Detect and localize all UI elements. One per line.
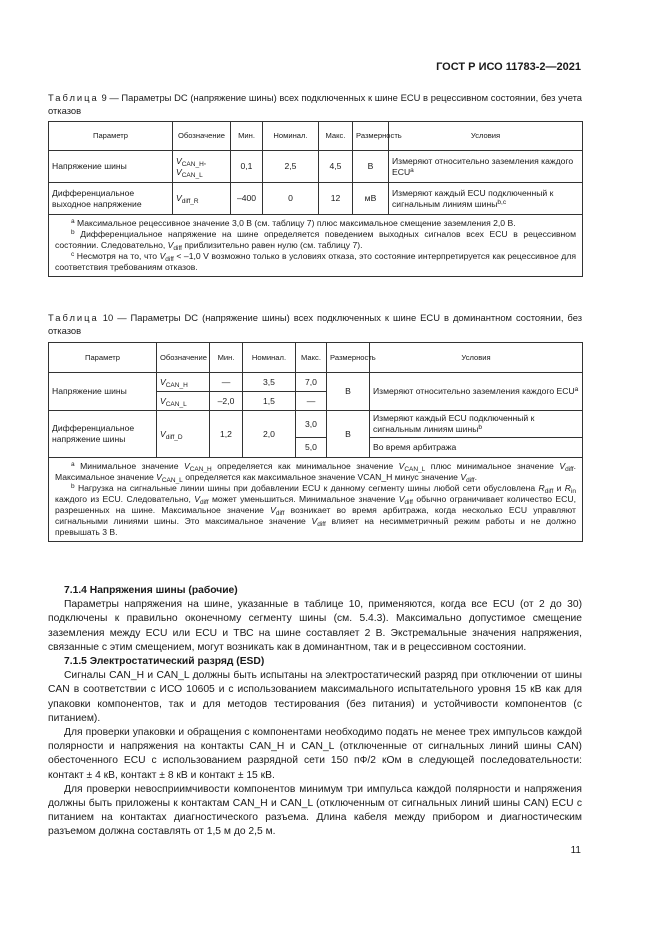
table10-note-a: $^a$ Минимальное значение $V_{CAN\_H}$ определяется как минимальное значение $V_{CAN\_L}$ плюс минимальное значение $V_{diff}$. Максимальное значение $V_{CAN\_L}$ определяется как максимальное значение VCAN_H минус значение $V_{diff}$. [55,461,577,484]
table10-row1a-max: 7,0 [296,373,327,392]
table10-col-unit: Размерность [327,343,370,373]
table9-caption [48,92,582,117]
table10-row1a-nom: 3,5 [243,373,296,392]
table10-row1b-nom: 1,5 [243,392,296,411]
table10-notes-row [49,458,583,542]
table9-row2-symbol: $V_{diff\_R}$ [173,183,231,215]
table9-col-unit: Размерность [353,122,389,151]
table10-caption [48,312,582,337]
table9-note-c: $^c$ Несмотря на то, что $V_{diff} < -1,0$ V возможно только в условиях отказа, это состояние интерпретируется как рецессивное для соответствия требованиям отказов. [55,251,576,272]
table9-row1-max: 4,5 [319,151,353,183]
section-7-1-4-paragraph: Параметры напряжения на шине, указанные в таблице 10, применяются, когда все ECU (от 2 до 30) подключены к правильно оконечному сегменту шины (см. 5.4.3). Максимально допустимое смещение заземления между ECU или ECU и ТВС на шине составляет 2 В. Экстремальные значения напряжения, связанные с этим смещением, могут возникать как в доминантном, так и в рецессивном состоянии. [48,599,582,653]
table10-row1-param: Напряжение шины [49,373,157,411]
table10-row2-param: Дифференциальное напряжение шины [49,411,157,458]
table10-row2a-conditions: Измеряют каждый ECU подключенный к сигнальным линиям шины$^b$ [370,411,583,438]
table9-header-row [49,122,583,151]
table10-header-row [49,343,583,373]
table10-col-param: Параметр [49,343,157,373]
table10-col-symbol: Обозначение [157,343,210,373]
section-7-1-5-heading: 7.1.5 Электростатический разряд (ESD) [64,656,265,668]
table10-row2-unit: В [327,411,370,458]
table9-row2-unit: мВ [353,183,389,215]
table9-row1-nom: 2,5 [263,151,319,183]
table9-row2-max: 12 [319,183,353,215]
table10-row1b-min: –2,0 [210,392,243,411]
section-7-1-5-paragraph-1: Сигналы CAN_H и CAN_L должны быть испытаны на электростатический разряд при отключении от шины CAN в соответствии с ИСО 10605 и с использованием максимального испытательного уровня 15 кВ как для упаковки компонентов, так и для методов тестирования (без питания) и устойчивости компонентов (с питанием). [48,670,582,724]
table9-col-min: Мин. [231,122,263,151]
table9-row2-min: –400 [231,183,263,215]
table10-col-min: Мин. [210,343,243,373]
table10-row2b-max: 5,0 [296,438,327,458]
table9-note-a: $^a$ Максимальное рецессивное значение 3,0 В (см. таблицу 7) плюс максимальное смещение заземления 2,0 В. [71,218,516,228]
table-row [49,373,583,392]
table9-note-b: $^b$ Дифференциальное напряжение на шине определяется поведением выходных сигналов всех ECU в рецессивном состоянии. Следовательно, $V_{diff}$ приблизительно равен нулю (см. таблицу 7). [55,229,576,252]
section-7-1-4-heading: 7.1.4 Напряжения шины (рабочие) [64,585,238,596]
table10-notes [49,458,583,542]
document-id-header: ГОСТ Р ИСО 11783-2—2021 [436,61,581,73]
table9-col-param: Параметр [49,122,173,151]
table10-row1b-symbol: $V_{CAN\_L}$ [157,392,210,411]
table10-row1-unit: В [327,373,370,411]
table9-row2-conditions: Измеряют каждый ECU подключенный к сигнальным линиям шины$^{b,c}$ [389,183,583,215]
table9-row2-param: Дифференциальное выходное напряжение [49,183,173,215]
table10-caption-label: Таблица [48,312,99,323]
section-7-1-5-paragraph-3: Для проверки невосприимчивости компонентов минимум три импульса каждой полярности и напряжения должны быть приложены к контактам CAN_H и CAN_L (отключенным от сигнальных линий шины CAN) ECU с питанием на контактах диагностического разъема. Длина кабеля между прибором и диагностическим разъемом должна составлять от 1,5 м до 2,5 м. [48,783,582,838]
table10-row2b-conditions: Во время арбитража [370,438,583,458]
table-row [49,183,583,215]
table9-notes-row [49,215,583,277]
table10-note-b: $^b$ Нагрузка на сигнальные линии шины при добавлении ECU к данному сегменту шины любой сети обусловлена $R_{diff}$ и $R_{in}$ каждого из ECU. Следовательно, $V_{diff}$ может уменьшиться. Минимальное значение $V_{diff}$ обычно ограничивает количество ECU, разрешенных на шине. Максимальное значение $V_{diff}$ возникает во время арбитража, когда несколько ECU управляют сигнальными линиями шины. Это максимальное значение $V_{diff}$ влияет на несимметричный режим работы и не должно превышать 3 В. [55,483,577,537]
table10-row2-min: 1,2 [210,411,243,458]
table10-row2a-max: 3,0 [296,411,327,438]
section-7-1-5-paragraph-2: Для проверки упаковки и обращения с компонентами необходимо подать не менее трех импульсов каждой полярности и напряжения на контакты CAN_H и CAN_L (отключенные от сигнальных линий шины CAN) обесточенного ECU с использованием разрядной сети 150 пФ/2 кОм в следующей последовательности: контакт ± 4 кВ, контакт ± 8 кВ и контакт ± 15 кВ. [48,727,582,781]
table9-row1-unit: В [353,151,389,183]
table9-row1-symbol: $V_{CAN\_H}$, $V_{CAN\_L}$ [173,151,231,183]
table9-row2-nom: 0 [263,183,319,215]
table9-col-symbol: Обозначение [173,122,231,151]
table9-col-nom: Номинал. [263,122,319,151]
table10-col-nom: Номинал. [243,343,296,373]
table9 [48,121,583,277]
table10-row1a-min: — [210,373,243,392]
table10 [48,342,583,542]
table10-row1b-max: — [296,392,327,411]
table-row [49,151,583,183]
table9-caption-text: 9 — Параметры DC (напряжение шины) всех подключенных к шине ECU в рецессивном состоянии, без учета отказов [48,92,582,116]
table10-col-conditions: Условия [370,343,583,373]
table9-col-max: Макс. [319,122,353,151]
table9-notes [49,215,583,277]
table10-row2-symbol: $V_{diff\_D}$ [157,411,210,458]
table10-caption-text: 10 — Параметры DC (напряжение шины) всех подключенных к шине ECU в доминантном состоянии, без отказов [48,312,582,336]
page-number: 11 [570,845,581,856]
table10-row1-conditions: Измеряют относительно заземления каждого ECU$^a$ [370,373,583,411]
table9-row1-conditions: Измеряют относительно заземления каждого ECU$^a$ [389,151,583,183]
table10-row2-nom: 2,0 [243,411,296,458]
table9-row1-min: 0,1 [231,151,263,183]
table9-row1-param: Напряжение шины [49,151,173,183]
table10-col-max: Макс. [296,343,327,373]
table-row [49,411,583,438]
table9-col-conditions: Условия [389,122,583,151]
table10-row1a-symbol: $V_{CAN\_H}$ [157,373,210,392]
table9-caption-label: Таблица [48,92,99,103]
section-body [48,584,582,840]
